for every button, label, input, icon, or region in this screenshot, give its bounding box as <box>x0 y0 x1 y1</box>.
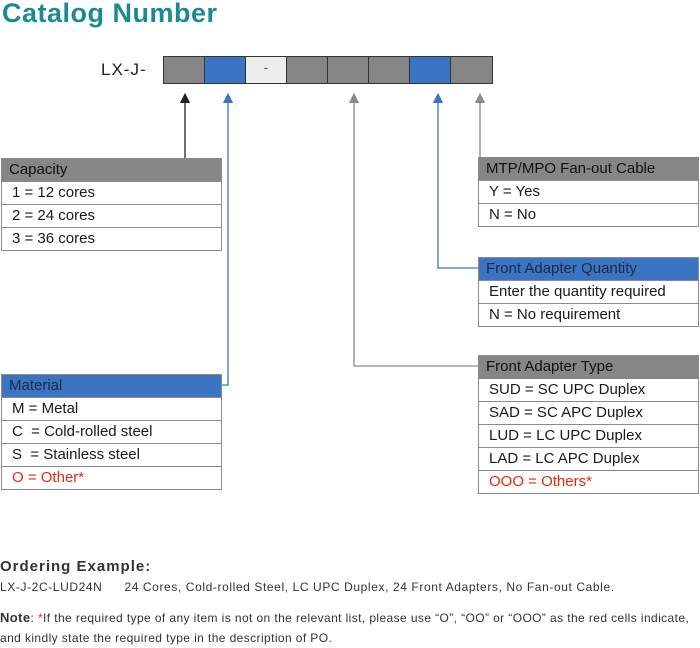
table-row: 2 = 24 cores <box>2 205 221 228</box>
adapter-quantity-header: Front Adapter Quantity <box>479 258 698 281</box>
arrow-adapter-type <box>354 98 478 366</box>
note-text: If the required type of any item is not on the relevant list, please use “O”, “OO” or “OOO” as the red cells indicate, and kindly state the required type in the description of PO. <box>0 611 690 645</box>
table-row: C = Cold-rolled steel <box>2 421 221 444</box>
arrow-adapter-quantity <box>438 98 478 268</box>
material-table <box>1 374 222 490</box>
ordering-example-description: 24 Cores, Cold-rolled Steel, LC UPC Duplex, 24 Front Adapters, No Fan-out Cable. <box>124 580 615 594</box>
table-row: LUD = LC UPC Duplex <box>479 425 698 448</box>
table-row-other: O = Other* <box>12 469 85 486</box>
page-title: Catalog Number <box>2 0 218 28</box>
ordering-example-code: LX-J-2C-LUD24N <box>0 580 103 594</box>
table-row: S = Stainless steel <box>2 444 221 467</box>
ordering-example-title: Ordering Example: <box>0 558 152 575</box>
capacity-table <box>1 158 222 251</box>
note-colon: : <box>30 611 38 625</box>
adapter-type-header: Front Adapter Type <box>479 356 698 379</box>
arrow-material <box>222 98 228 385</box>
catalog-prefix: LX-J- <box>101 60 147 79</box>
adapter-quantity-table <box>478 257 699 327</box>
table-row: SUD = SC UPC Duplex <box>479 379 698 402</box>
dash-label: - <box>263 59 269 75</box>
table-row: N = No <box>489 206 537 223</box>
note-star: * <box>37 611 44 625</box>
table-row: M = Metal <box>2 398 221 421</box>
table-row: LAD = LC APC Duplex <box>479 448 698 471</box>
table-row: SAD = SC APC Duplex <box>479 402 698 425</box>
note-paragraph <box>0 608 690 648</box>
fanout-table <box>478 157 699 227</box>
table-row-others: OOO = Others* <box>489 473 592 490</box>
table-row: Y = Yes <box>479 181 698 204</box>
table-row: N = No requirement <box>489 306 621 323</box>
ordering-example-line <box>0 580 615 594</box>
material-header: Material <box>2 375 221 398</box>
fanout-header: MTP/MPO Fan-out Cable <box>479 158 698 181</box>
table-row: 1 = 12 cores <box>2 182 221 205</box>
note-label: Note <box>0 610 31 625</box>
table-row: 3 = 36 cores <box>12 230 95 247</box>
capacity-header: Capacity <box>2 159 221 182</box>
table-row: Enter the quantity required <box>479 281 698 304</box>
adapter-type-table <box>478 355 699 494</box>
